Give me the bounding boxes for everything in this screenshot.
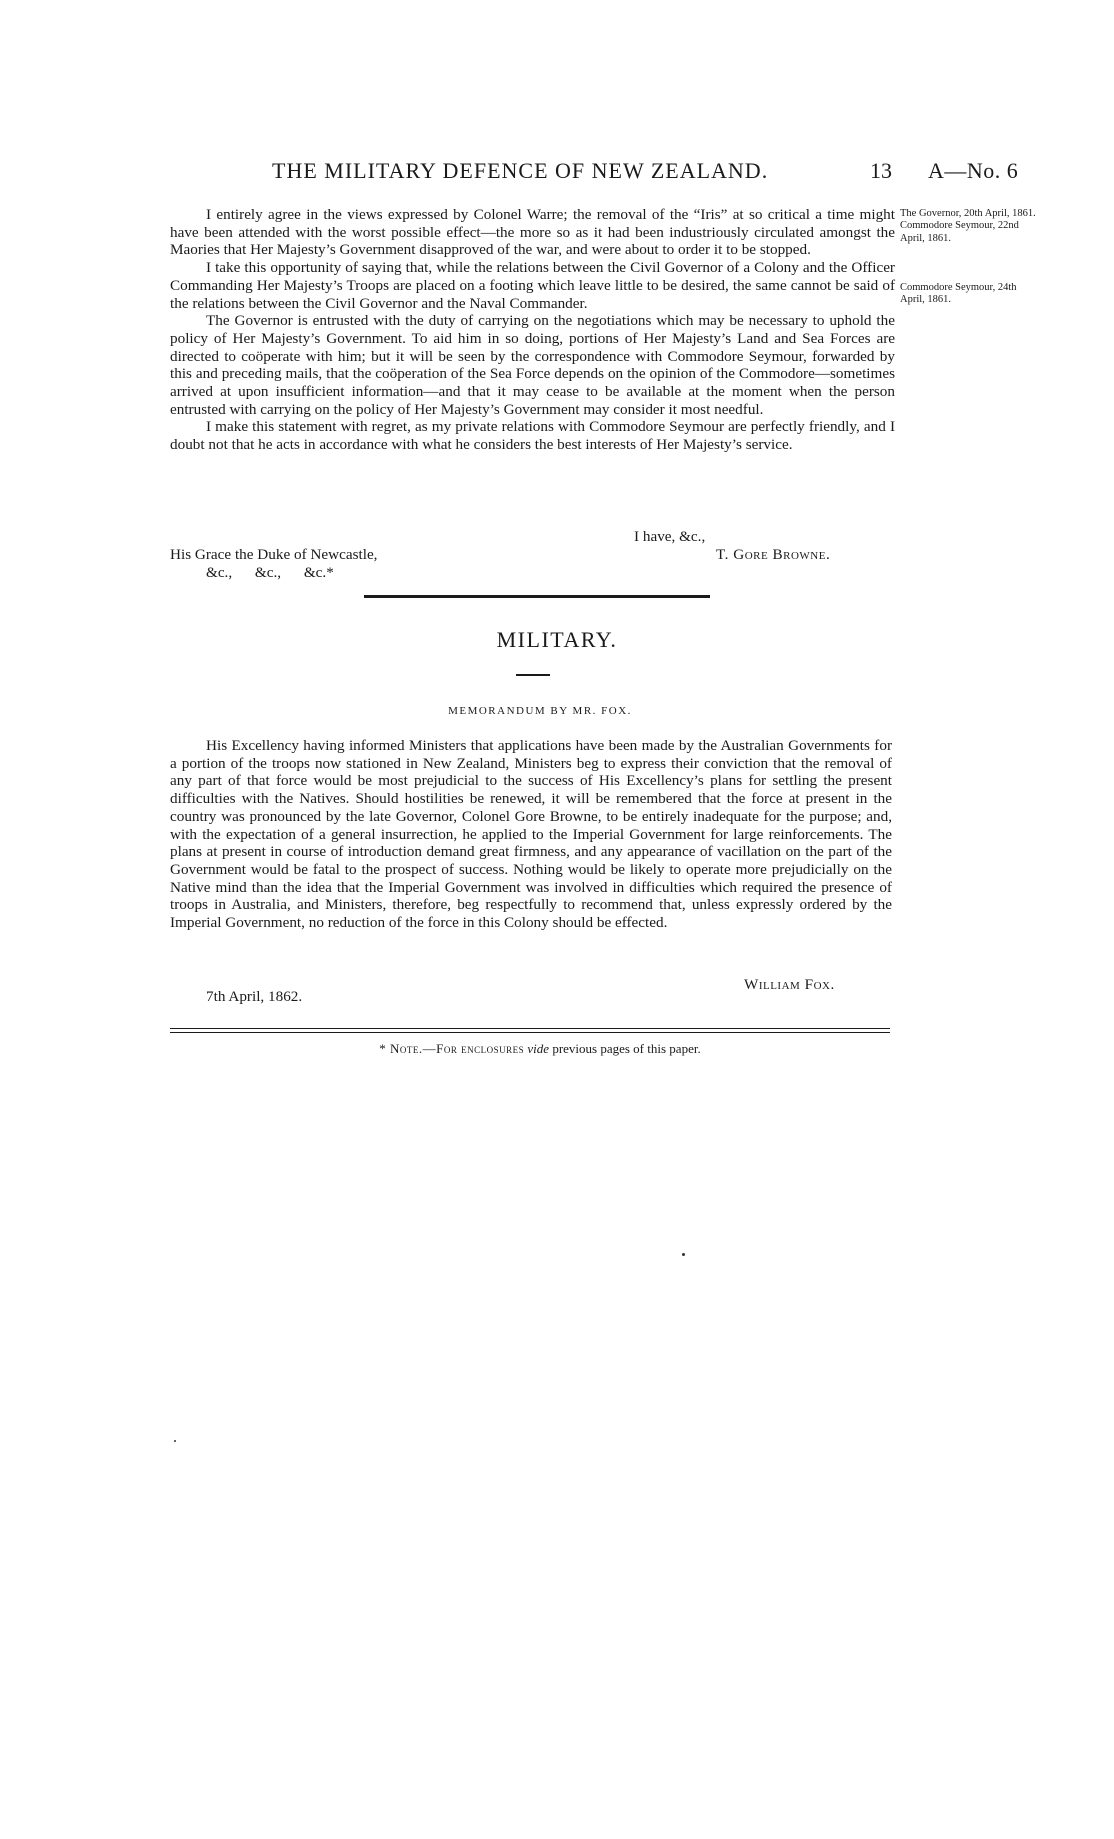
running-title: THE MILITARY DEFENCE OF NEW ZEALAND. xyxy=(272,158,769,183)
letter-addressee: His Grace the Duke of Newcastle, xyxy=(170,546,378,563)
document-series-number: A—No. 6 xyxy=(928,158,1019,183)
memorandum-paragraph: His Excellency having informed Ministers that applications have been made by the Australian Governments for a portion of the troops now stationed in New Zealand, Ministers beg to express their conviction that the removal of any part of that force would be most prejudicial to the success of His Excellency’s plans for settling the present difficulties with the Natives. Should hostilities be renewed, it will be remembered that the force at present in the country was pronounced by the late Governor, Colonel Gore Browne, to be entirely inadequate for the purpose; and, with the expectation of a general insurrection, he applied to the Imperial Government for large reinforcements. The plans at present in course of introduction demand great firmness, and any appearance of vacillation on the part of the Government would be fatal to the prospect of success. Nothing would be likely to operate more prejudicially on the Native mind than the idea that the Imperial Government was involved in difficulties which required the presence of troops in Australia, and Ministers, therefore, beg respectfully to recommend that, unless expressly ordered by the Imperial Government, no reduction of the force in this Colony should be effected. xyxy=(170,737,892,932)
memorandum-signature: William Fox. xyxy=(744,976,835,993)
letter-paragraph-3: The Governor is entrusted with the duty of carrying on the negotiations which may be necessary to uphold the policy of Her Majesty’s Government. To aid him in so doing, portions of Her Majesty’s Land and Sea Forces are directed to coöperate with him; but it will be seen by the correspondence with Commodore Seymour, forwarded by this and preceding mails, that the coöperation of the Sea Force depends on the opinion of the Commodore—sometimes arrived at upon insufficient information—and that it may cease to be available at the moment when the person entrusted with carrying on the policy of Her Majesty’s Government may consider it most needful. xyxy=(170,312,895,418)
memorandum-body xyxy=(170,737,892,932)
section-divider xyxy=(364,595,710,598)
page-number: 13 xyxy=(870,158,892,183)
section-title: MILITARY. xyxy=(496,627,618,652)
letter-addressee-etc: &c., &c., &c.* xyxy=(206,564,334,581)
footnote-label: * Note.—For enclosures xyxy=(379,1041,525,1056)
memorandum-heading: MEMORANDUM BY MR. FOX. xyxy=(448,705,632,717)
footnote-vide: vide xyxy=(527,1041,550,1056)
paper-speck xyxy=(682,1253,685,1256)
paper-speck xyxy=(174,1440,176,1442)
page-header xyxy=(170,158,1040,194)
letter-closing: I have, &c., xyxy=(634,528,706,545)
footnote-rest: previous pages of this paper. xyxy=(552,1041,701,1056)
letter-paragraph-1: I entirely agree in the views expressed by Colonel Warre; the removal of the “Iris” at so critical a time might have been attended with the worst possible effect—the more so as it had been industriously circulated amongst the Maories that Her Majesty’s Government disapproved of the war, and were about to order it to be stopped. xyxy=(170,206,895,259)
letter-paragraph-4: I make this statement with regret, as my private relations with Commodore Seymour are perfectly friendly, and I doubt not that he acts in accordance with what he considers the best interests of Her Majesty’s service. xyxy=(170,418,895,454)
footnote xyxy=(0,1041,1080,1057)
title-underline xyxy=(516,674,550,676)
margin-note-1: The Governor, 20th April, 1861. Commodore Seymour, 22nd April, 1861. xyxy=(900,208,1036,244)
footnote-rule-bottom xyxy=(170,1032,890,1033)
letter-signature: T. Gore Browne. xyxy=(716,546,831,563)
memorandum-date: 7th April, 1862. xyxy=(206,988,303,1005)
letter-body xyxy=(170,206,895,454)
footnote-rule-top xyxy=(170,1028,890,1029)
margin-note-2: Commodore Seymour, 24th April, 1861. xyxy=(900,282,1017,306)
letter-paragraph-2: I take this opportunity of saying that, while the relations between the Civil Governor of a Colony and the Officer Commanding Her Majesty’s Troops are placed on a footing which leave little to be desired, the same cannot be said of the relations between the Civil Governor and the Naval Commander. xyxy=(170,259,895,312)
